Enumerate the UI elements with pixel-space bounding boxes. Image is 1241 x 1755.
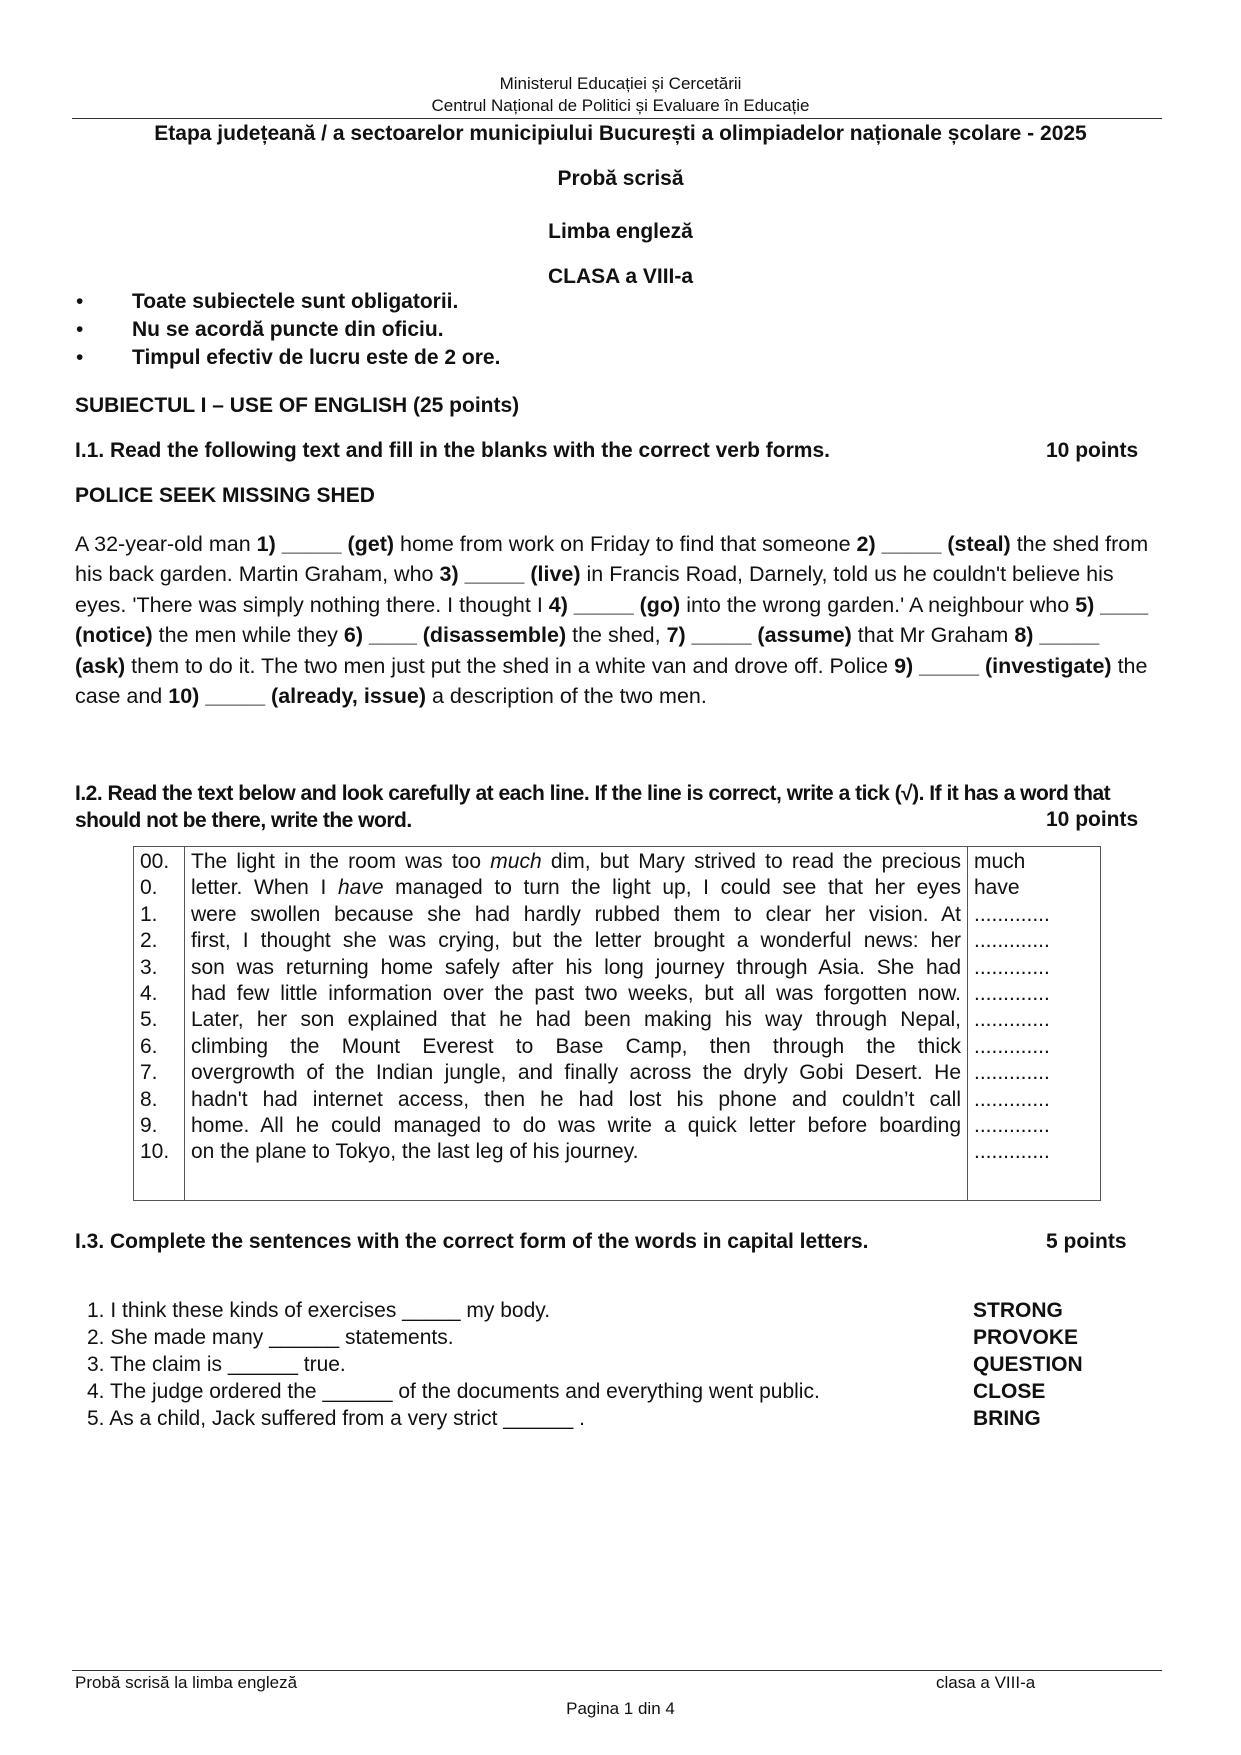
section-title: SUBIECTUL I – USE OF ENGLISH (25 points) bbox=[75, 394, 520, 417]
blank-6: 6) ____ (disassemble) bbox=[343, 623, 567, 648]
i2-instruction-line: should not be there, write the word. bbox=[75, 809, 412, 832]
test-type: Probă scrisă bbox=[557, 167, 684, 190]
text-segment: the shed from his back garden. Martin Graham, who bbox=[75, 532, 1149, 587]
line-number: 8. bbox=[140, 1087, 158, 1111]
text-segment: a description of the two men. bbox=[426, 684, 707, 709]
line-text: overgrowth of the Indian jungle, and finally across the dryly Gobi Desert. He bbox=[191, 1061, 961, 1085]
answer-slot: ............. bbox=[974, 1061, 1050, 1085]
blank-3: 3) _____ (live) bbox=[439, 562, 581, 587]
line-text: hadn't had internet access, then he had lost his phone and couldn’t call bbox=[191, 1087, 961, 1111]
answer-slot: ............. bbox=[974, 1008, 1050, 1032]
line-text: home. All he could managed to do was write a quick letter before boarding bbox=[191, 1113, 961, 1137]
line-number: 9. bbox=[140, 1113, 158, 1137]
page-number: Pagina 1 din 4 bbox=[566, 1699, 675, 1718]
line-number: 5. bbox=[140, 1008, 158, 1032]
blank-10: 10) _____ (already, issue) bbox=[168, 684, 426, 709]
line-text: first, I thought she was crying, but the letter brought a wonderful news: her bbox=[191, 929, 961, 953]
line-text: The light in the room was too much dim, but Mary strived to read the precious bbox=[191, 850, 961, 873]
i3-points: 5 points bbox=[1046, 1230, 1127, 1253]
answer-slot: ............. bbox=[974, 1140, 1050, 1164]
base-word: PROVOKE bbox=[973, 1326, 1079, 1349]
capital-words bbox=[973, 1297, 1083, 1432]
base-word: BRING bbox=[973, 1407, 1041, 1430]
answer-slot: ............. bbox=[974, 929, 1050, 953]
footer-right: clasa a VIII-a bbox=[936, 1673, 1036, 1692]
sentence-item: 1. I think these kinds of exercises _____ my body. bbox=[87, 1299, 551, 1322]
i2-instruction-line: I.2. Read the text below and look carefully at each line. If the line is correct, write a tick (√). If it has a word that bbox=[75, 782, 1111, 805]
text-segment: into the wrong garden.' A neighbour who bbox=[680, 592, 1076, 617]
line-numbers-column bbox=[134, 847, 185, 1201]
blank-5: 5) ____ (notice) bbox=[75, 592, 1149, 648]
base-word: CLOSE bbox=[973, 1380, 1046, 1403]
line-number: 3. bbox=[140, 955, 158, 979]
story-title: POLICE SEEK MISSING SHED bbox=[75, 484, 375, 507]
sentence-item: 2. She made many ______ statements. bbox=[87, 1326, 454, 1349]
line-number: 0. bbox=[140, 876, 158, 900]
blank-4: 4) _____ (go) bbox=[548, 592, 681, 617]
line-text: Later, her son explained that he had been making his way through Nepal, bbox=[191, 1008, 961, 1032]
blank-2: 2) _____ (steal) bbox=[856, 532, 1011, 556]
i3-instruction: I.3. Complete the sentences with the correct form of the words in capital letters. bbox=[75, 1230, 869, 1253]
grade-title: CLASA a VIII-a bbox=[547, 265, 694, 288]
text-segment: the case and bbox=[75, 653, 1148, 709]
i2-points: 10 points bbox=[1046, 808, 1139, 831]
line-number: 7. bbox=[140, 1061, 158, 1085]
text-segment: A 32-year-old man bbox=[75, 532, 257, 556]
blank-9: 9) _____ (investigate) bbox=[894, 653, 1112, 678]
subject-title: Limba engleză bbox=[548, 220, 693, 243]
line-text: were swollen because she had hardly rubbed them to clear her vision. At bbox=[191, 902, 961, 926]
sentence-item: 3. The claim is ______ true. bbox=[87, 1353, 346, 1376]
extra-word-example: have bbox=[337, 876, 384, 900]
error-correction-table bbox=[133, 846, 1101, 1201]
i2-instruction bbox=[75, 780, 1175, 834]
line-text: had few little information over the past two weeks, but all was forgotten now. bbox=[191, 981, 961, 1005]
line-number: 2. bbox=[140, 929, 158, 953]
line-text-column bbox=[185, 847, 968, 1201]
answers-column bbox=[968, 847, 1101, 1201]
line-text: climbing the Mount Everest to Base Camp, then through the thick bbox=[191, 1034, 961, 1058]
blank-7: 7) _____ (assume) bbox=[666, 623, 852, 648]
line-number: 10. bbox=[140, 1140, 170, 1164]
text-segment: that Mr Graham bbox=[851, 623, 1015, 648]
line-text: on the plane to Tokyo, the last leg of his journey. bbox=[191, 1140, 639, 1164]
text-segment: them to do it. The two men just put the shed in a white van and drove off. Police bbox=[125, 653, 895, 678]
center-name: Centrul Național de Politici și Evaluare în Educație bbox=[431, 96, 810, 115]
footer-left: Probă scrisă la limba engleză bbox=[75, 1673, 298, 1692]
text-segment: the shed, bbox=[566, 623, 667, 648]
word-formation-sentences bbox=[87, 1297, 820, 1432]
answer-slot: ............. bbox=[974, 955, 1050, 979]
blank-8: 8) _____ (ask) bbox=[75, 623, 1100, 678]
footer-divider bbox=[72, 1670, 1162, 1671]
answer-slot: ............. bbox=[974, 1087, 1050, 1111]
line-text: letter. When I have managed to turn the light up, I could see that her eyes bbox=[191, 876, 962, 900]
blank-1: 1) _____ (get) bbox=[256, 532, 395, 556]
base-word: STRONG bbox=[973, 1299, 1063, 1322]
text-segment: in Francis Road, Darnely, told us he couldn't believe his eyes. 'There was simply nothing there. I thought I bbox=[75, 562, 1114, 617]
sentence-item: 4. The judge ordered the ______ of the documents and everything went public. bbox=[87, 1380, 820, 1403]
line-number: 1. bbox=[140, 902, 158, 926]
header-divider bbox=[72, 118, 1162, 119]
text-segment: the men while they bbox=[152, 623, 344, 648]
rule-item: • Toate subiectele sunt obligatorii. bbox=[76, 288, 500, 316]
sentence-item: 5. As a child, Jack suffered from a very strict ______ . bbox=[87, 1407, 586, 1430]
answer-slot: have bbox=[974, 876, 1020, 900]
answer-slot: ............. bbox=[974, 1113, 1050, 1137]
answer-slot: ............. bbox=[974, 981, 1050, 1005]
i1-instruction: I.1. Read the following text and fill in the blanks with the correct verb forms. bbox=[75, 439, 830, 462]
line-number: 00. bbox=[140, 850, 170, 873]
line-number: 4. bbox=[140, 981, 158, 1005]
gap-fill-text bbox=[75, 529, 1155, 711]
ministry-name: Ministerul Educației și Cercetării bbox=[499, 74, 742, 93]
answer-slot: much bbox=[974, 850, 1026, 873]
line-text: son was returning home safely after his long journey through Asia. She had bbox=[191, 955, 961, 979]
extra-word-example: much bbox=[490, 850, 542, 873]
rules-list bbox=[76, 288, 500, 372]
base-word: QUESTION bbox=[973, 1353, 1083, 1376]
rule-item: • Nu se acordă puncte din oficiu. bbox=[76, 316, 500, 344]
i1-points: 10 points bbox=[1046, 439, 1139, 462]
answer-slot: ............. bbox=[974, 902, 1050, 926]
answer-slot: ............. bbox=[974, 1034, 1050, 1058]
line-number: 6. bbox=[140, 1034, 158, 1058]
text-segment: home from work on Friday to find that someone bbox=[394, 532, 857, 556]
rule-item: • Timpul efectiv de lucru este de 2 ore. bbox=[76, 344, 500, 372]
olympiad-stage: Etapa județeană / a sectoarelor municipiului București a olimpiadelor naționale școlare - 2025 bbox=[154, 122, 1087, 145]
